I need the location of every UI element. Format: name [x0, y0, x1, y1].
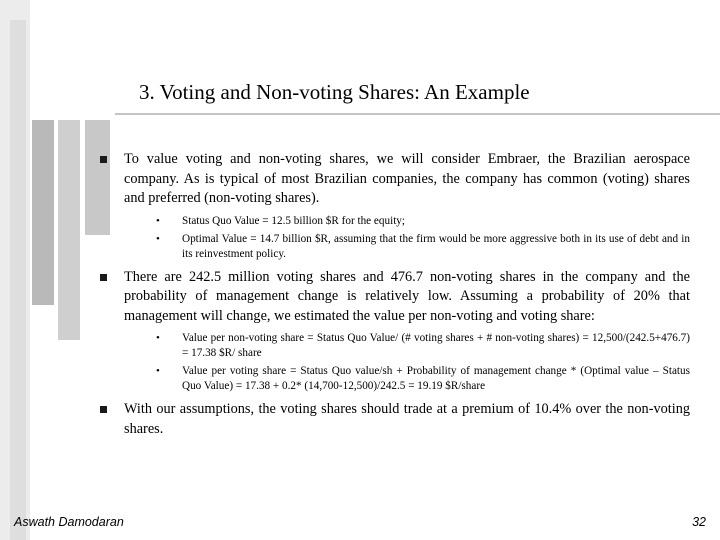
- sub-bullet-item: [124, 232, 690, 262]
- sub-bullet-text: Status Quo Value = 12.5 billion $R for the equity;: [182, 214, 405, 227]
- bullet-text: There are 242.5 million voting shares and 476.7 non-voting shares in the company and the probability of management change is relatively low. Assuming a probability of 20% that management will change, we estimated the value per non-voting and voting share:: [124, 268, 690, 324]
- decoration-bar-1: [32, 120, 54, 305]
- dot-bullet-icon: •: [156, 232, 160, 245]
- dot-bullet-icon: •: [156, 365, 160, 377]
- sub-bullet-text: Optimal Value = 14.7 billion $R, assuming that the firm would be more aggressive both in its use of debt and in its reinvestment policy.: [182, 232, 690, 260]
- slide-title: 3. Voting and Non-voting Shares: An Example: [139, 80, 530, 104]
- bullet-text: To value voting and non-voting shares, we will consider Embraer, the Brazilian aerospace company. As is typical of most Brazilian companies, the company has common (voting) shares and preferred (non-voting shares).: [124, 151, 690, 206]
- square-bullet-icon: [100, 406, 107, 413]
- sub-list: [124, 214, 690, 262]
- square-bullet-icon: [100, 274, 107, 281]
- sub-bullet-text: Value per non-voting share = Status Quo Value/ (# voting shares + # non-voting shares) = 12,500/(242.5+476.7) = 17.38 $R/ share: [182, 332, 690, 359]
- slide-content: [98, 150, 690, 439]
- title-underline: [115, 113, 720, 115]
- page-number: 32: [692, 515, 706, 529]
- sub-bullet-item: [124, 214, 690, 229]
- dot-bullet-icon: •: [156, 332, 160, 344]
- sub-list: [124, 331, 690, 394]
- sub-bullet-item: [124, 331, 690, 361]
- footer-author: Aswath Damodaran: [14, 515, 124, 529]
- square-bullet-icon: [100, 156, 107, 163]
- bullet-item: [98, 268, 690, 395]
- sub-bullet-item: [124, 364, 690, 394]
- bullet-item: [98, 150, 690, 262]
- sub-bullet-text: Value per voting share = Status Quo value/sh + Probability of management change * (Optimal value – Status Quo Value) = 17.38 + 0.2* (14,700-12,500)/242.5 = 19.19 $R/share: [182, 365, 690, 392]
- dot-bullet-icon: •: [156, 214, 160, 227]
- left-decoration-strip: [10, 20, 26, 540]
- bullet-item: [98, 400, 690, 439]
- bullet-text: With our assumptions, the voting shares should trade at a premium of 10.4% over the non-voting shares.: [124, 401, 690, 437]
- decoration-bar-2: [58, 120, 80, 340]
